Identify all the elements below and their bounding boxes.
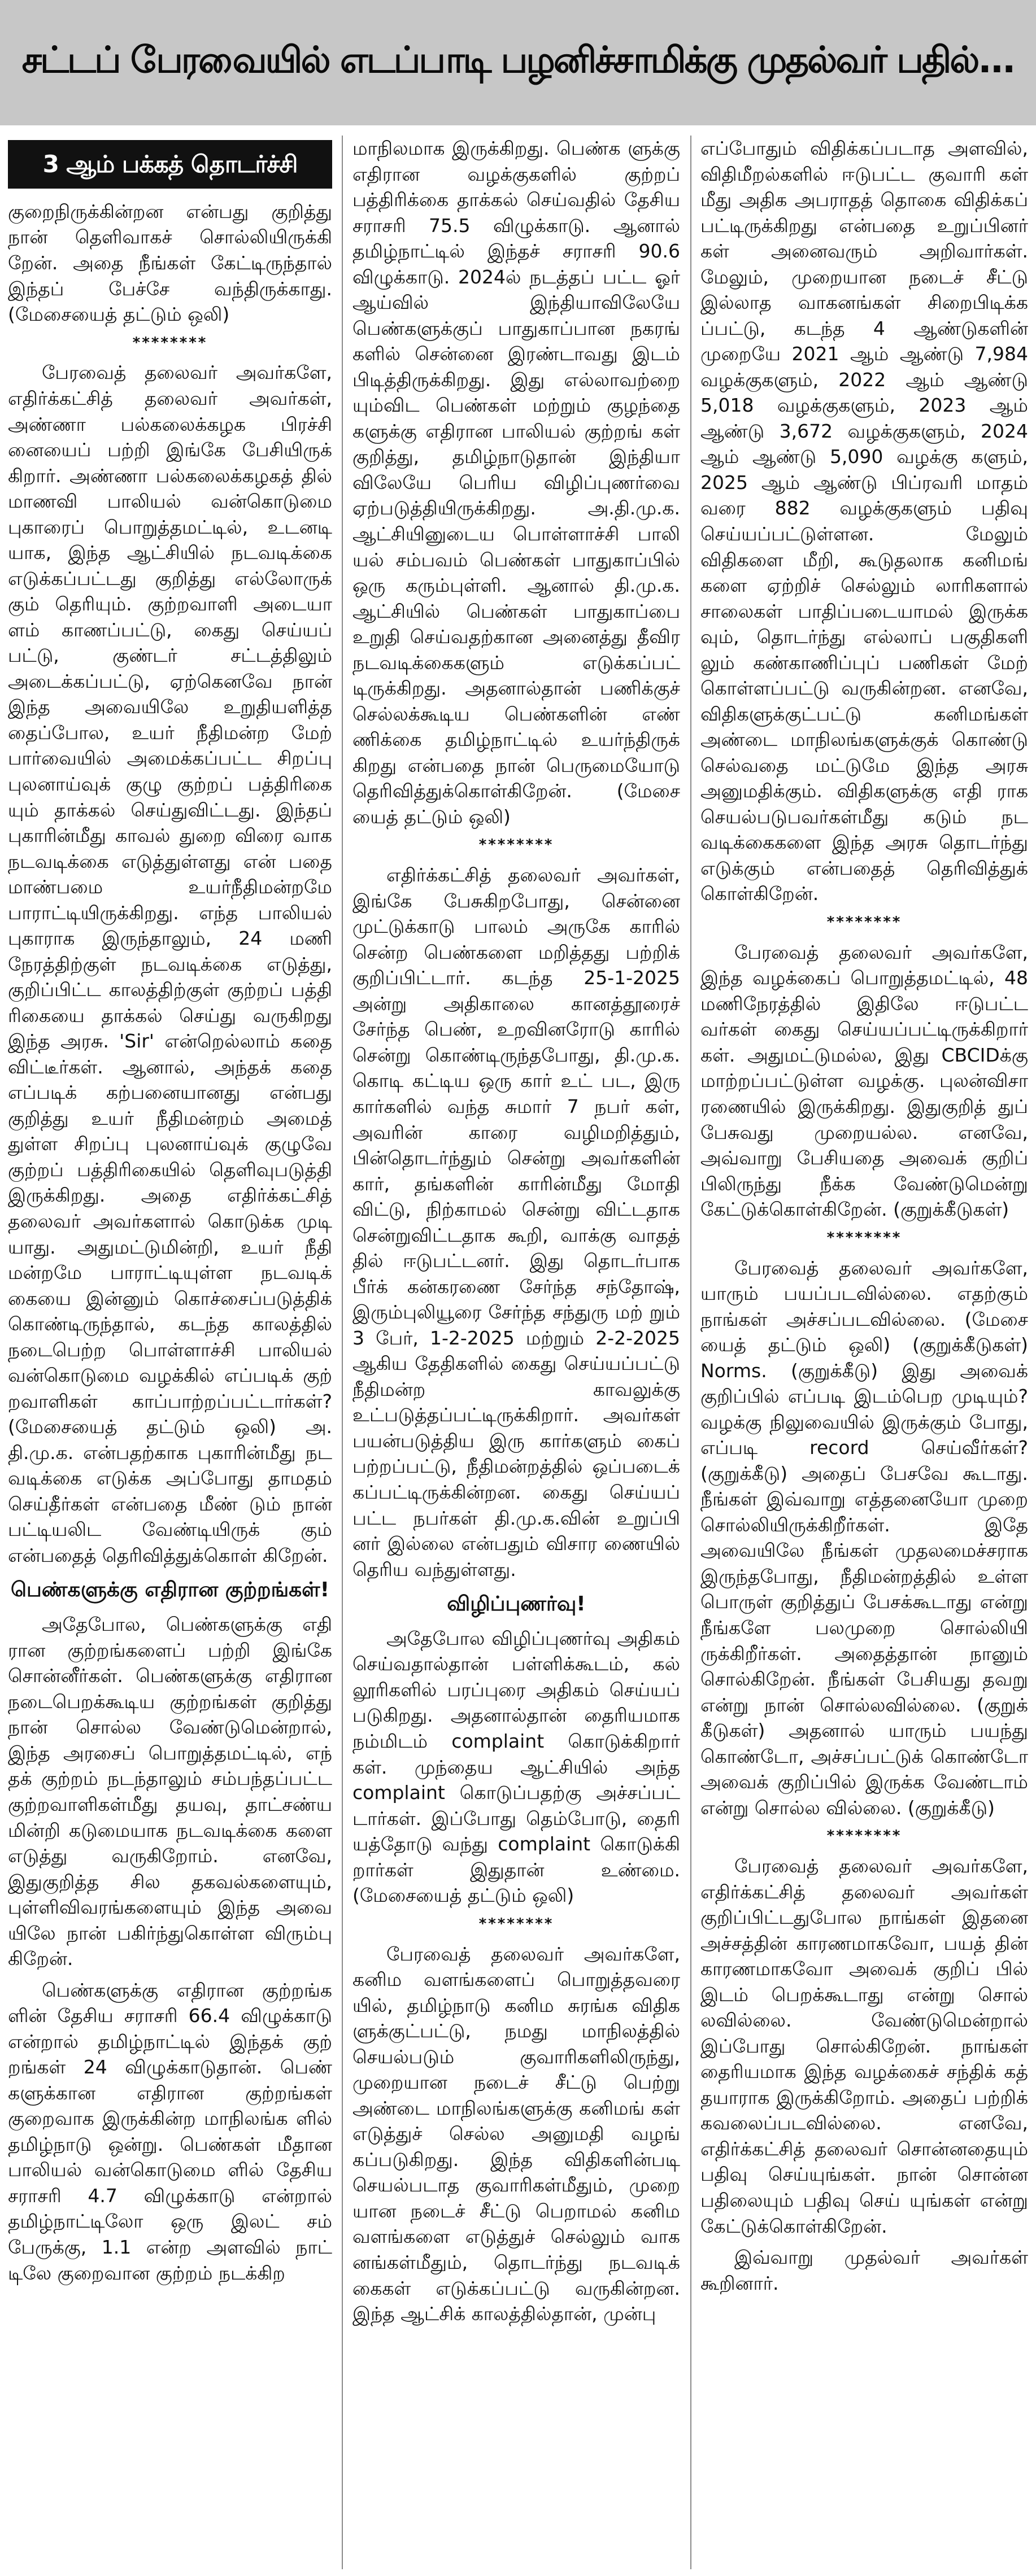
separator: ******** (826, 1229, 902, 1246)
paragraph: பேரவைத் தலைவர் அவர்களே, எதிர்க்கட்சித் தலைவர் அவர்கள் குறிப்பிட்டதுபோல நாங்கள் இதனை அச்சத்தின் காரணமாகவோ, பயத் தின் காரணமாகவோ அவைக் குறிப் பில் இடம் பெறக்கூடாது என்று சொல் லவில்லை. வேண்டுமென்றால் இப்போது சொல்கிறேன். நாங்கள் தைரியமாக இந்த வழக்கைச் சந்திக் கத் தயாராக இருக்கிறோம். அதைப் பற்றிக் கவலைப்படவில்லை. எனவே, எதிர்க்கட்சித் தலைவர் சொன்னதையும் பதிவு செய்யுங்கள். நான் சொன்ன பதிலையும் பதிவு செய் யுங்கள் என்று கேட்டுக்கொள்கிறேன். (700, 1855, 1028, 2237)
paragraph: பெண்களுக்கு எதிரான குற்றங்க ளின் தேசிய சராசரி 66.4 விழுக்காடு என்றால் தமிழ்நாட்டில் இந்தக் குற் றங்கள் 24 விழுக்காடுதான். பெண் களுக்கான எதிரான குற்றங்கள் குறைவாக இருக்கின்ற மாநிலங்க ளில் தமிழ்நாடு ஒன்று. பெண்கள் மீதான பாலியல் வன்கொடுமை ளில் தேசிய சராசரி 4.7 விழுக்காடு என்றால் தமிழ்நாட்டிலோ ஒரு இலட் சம் பேருக்கு, 1.1 என்ற அளவில் நாட் டிலே குறைவான குற்றம் நடக்கிற (8, 1979, 332, 2284)
paragraph: அதேபோல விழிப்புணர்வு அதிகம் செய்வதால்தான் பள்ளிக்கூடம், கல் லூரிகளில் பரப்புரை அதிகம் செய்யப் படுகிறது. அதனால்தான் தைரியமாக நம்மிடம் complaint கொடுக்கிறார் கள். முந்தைய ஆட்சியில் அந்த complaint கொடுப்பதற்கு அச்சப்பட் டார்கள். இப்போது தெம்போடு, தைரி யத்தோடு வந்து complaint கொடுக்கி றார்கள் இதுதான் உண்மை. (மேசையைத் தட்டும் ஒலி) (352, 1627, 680, 1907)
paragraph: பேரவைத் தலைவர் அவர்களே, யாரும் பயப்படவில்லை. எதற்கும் நாங்கள் அச்சப்படவில்லை. (மேசை யைத் தட்டும் ஒலி) (குறுக்கீடுகள்) Norms. (குறுக்கீடு) இது அவைக் குறிப்பில் எப்படி இடம்பெற முடியும்? வழக்கு நிலுவையில் இருக்கும் போது, எப்படி record செய்வீர்கள்? (குறுக்கீடு) அதைப் பேசவே கூடாது. நீங்கள் இவ்வாறு எத்தனையோ முறை சொல்லியிருக்கிறீர்கள். இதே அவையிலே நீங்கள் முதலமைச்சராக இருந்தபோது, நீதிமன்றத்தில் உள்ள பொருள் குறித்துப் பேசக்கூடாது என்று நீங்களே பலமுறை சொல்லியி ருக்கிறீர்கள். அதைத்தான் நானும் சொல்கிறேன். நீங்கள் பேசியது தவறு என்று நான் சொல்லவில்லை. (குறுக் கீடுகள்) அதனால் யாரும் பயந்து கொண்டோ, அச்சப்பட்டுக் கொண்டோ அவைக் குறிப்பில் இருக்க வேண்டாம் என்று சொல்ல வில்லை. (குறுக்கீடு) (700, 1256, 1028, 1819)
separator: ******** (132, 334, 208, 351)
headline-banner (0, 0, 1036, 125)
paragraph: அதேபோல, பெண்களுக்கு எதி ரான குற்றங்களைப் பற்றி இங்கே சொன்னீர்கள். பெண்களுக்கு எதிரான நடைபெறக்கூடிய குற்றங்கள் குறித்து நான் சொல்ல வேண்டுமென்றால், இந்த அரசைப் பொறுத்தமட்டில், எந் தக் குற்றம் நடந்தாலும் சம்பந்தப்பட்ட குற்றவாளிகள்மீது தயவு, தாட்சண்ய மின்றி கடுமையாக நடவடிக்கை களை எடுத்து வருகிறோம். எனவே, இதுகுறித்த சில தகவல்களையும், புள்ளிவிவரங்களையும் இந்த அவை யிலே நான் பகிர்ந்துகொள்ள விரும்பு கிறேன். (8, 1613, 332, 1970)
column-1 (8, 136, 332, 2569)
subheading: விழிப்புணர்வு! (447, 1592, 586, 1616)
separator: ******** (826, 1827, 902, 1845)
subheading: பெண்களுக்கு எதிரான குற்றங்கள்! (10, 1578, 330, 1602)
paragraph: இவ்வாறு முதல்வர் அவர்கள் கூறினார். (700, 2246, 1028, 2294)
continuation-label: 3 ஆம் பக்கத் தொடர்ச்சி (8, 140, 332, 189)
headline: சட்டப் பேரவையில் எடப்பாடி பழனிச்சாமிக்கு முதல்வர் பதில்... (21, 40, 1015, 81)
separator: ******** (478, 836, 554, 854)
separator: ******** (826, 913, 902, 931)
article-body (0, 136, 1036, 2569)
column-3 (700, 136, 1028, 2569)
paragraph: பேரவைத் தலைவர் அவர்களே, கனிம வளங்களைப் பொறுத்தவரை யில், தமிழ்நாடு கனிம சுரங்க விதிக ளுக்குட்பட்டு, நமது மாநிலத்தில் செயல்படும் குவாரிகளிலிருந்து, முறையான நடைச் சீட்டு பெற்று அண்டை மாநிலங்களுக்கு கனிமங் கள் எடுத்துச் செல்ல அனுமதி வழங் கப்படுகிறது. இந்த விதிகளின்படி செயல்படாத குவாரிகள்மீதும், முறை யான நடைச் சீட்டு பெறாமல் கனிம வளங்களை எடுத்துச் செல்லும் வாக னங்கள்மீதும், தொடர்ந்து நடவடிக் கைகள் எடுக்கப்பட்டு வருகின்றன. இந்த ஆட்சிக் காலத்தில்தான், முன்பு (352, 1942, 680, 2325)
paragraph: மாநிலமாக இருக்கிறது. பெண்க ளுக்கு எதிரான வழக்குகளில் குற்றப் பத்திரிக்கை தாக்கல் செய்வதில் தேசிய சராசரி 75.5 விழுக்காடு. ஆனால் தமிழ்நாட்டில் இந்தச் சராசரி 90.6 விழுக்காடு. 2024ல் நடத்தப் பட்ட ஓர் ஆய்வில் இந்தியாவிலேயே பெண்களுக்குப் பாதுகாப்பான நகரங் களில் சென்னை இரண்டாவது இடம் பிடித்திருக்கிறது. இது எல்லாவற்றை யும்விட பெண்கள் மற்றும் குழந்தை களுக்கு எதிரான பாலியல் குற்றங் கள் குறித்து, தமிழ்நாடுதான் இந்தியா விலேயே பெரிய விழிப்புணர்வை ஏற்படுத்தியிருக்கிறது. அ.தி.மு.க. ஆட்சியினுடைய பொள்ளாச்சி பாலி யல் சம்பவம் பெண்கள் பாதுகாப்பில் ஒரு கரும்புள்ளி. ஆனால் தி.மு.க. ஆட்சியில் பெண்கள் பாதுகாப்பை உறுதி செய்வதற்கான அனைத்து தீவிர நடவடிக்கைகளும் எடுக்கப்பட் டிருக்கிறது. அதனால்தான் பணிக்குச் செல்லக்கூடிய பெண்களின் எண் ணிக்கை தமிழ்நாட்டில் உயர்ந்திருக் கிறது என்பதை நான் பெருமையோடு தெரிவித்துக்கொள்கிறேன். (மேசை யைத் தட்டும் ஒலி) (352, 137, 680, 828)
paragraph: பேரவைத் தலைவர் அவர்களே, எதிர்க்கட்சித் தலைவர் அவர்கள், அண்ணா பல்கலைக்கழக பிரச்சி னையைப் பற்றி இங்கே பேசியிருக் கிறார். அண்ணா பல்கலைக்கழகத் தில் மாணவி பாலியல் வன்கொடுமை புகாரைப் பொறுத்தமட்டில், உடனடி யாக, இந்த ஆட்சியில் நடவடிக்கை எடுக்கப்பட்டது குறித்து எல்லோருக் கும் தெரியும். குற்றவாளி அடையா ளம் காணப்பட்டு, கைது செய்யப் பட்டு, குண்டர் சட்டத்திலும் அடைக்கப்பட்டு, ஏற்கெனவே நான் இந்த அவையிலே உறுதியளித்த தைப்போல, உயர் நீதிமன்ற மேற் பார்வையில் அமைக்கப்பட்ட சிறப்பு புலனாய்வுக் குழு குற்றப் பத்திரிகை யும் தாக்கல் செய்துவிட்டது. இந்தப் புகாரின்மீது காவல் துறை விரை வாக நடவடிக்கை எடுத்துள்ளது என் பதை மாண்பமை உயர்நீதிமன்றமே பாராட்டியிருக்கிறது. எந்த பாலியல் புகாராக இருந்தாலும், 24 மணி நேரத்திற்குள் நடவடிக்கை எடுத்து, குறிப்பிட்ட காலத்திற்குள் குற்றப் பத்தி ரிகையை தாக்கல் செய்து வருகிறது இந்த அரசு. 'Sir' என்றெல்லாம் கதை விட்டீர்கள். ஆனால், அந்தக் கதை எப்படிக் கற்பனையானது என்பது குறித்து உயர் நீதிமன்றம் அமைத் துள்ள சிறப்பு புலனாய்வுக் குழுவே குற்றப் பத்திரிகையில் தெளிவுபடுத்தி இருக்கிறது. அதை எதிர்க்கட்சித் தலைவர் அவர்களால் கொடுக்க முடி யாது. அதுமட்டுமின்றி, உயர் நீதி மன்றமே பாராட்டியுள்ள நடவடிக் கையை இன்னும் கொச்சைப்படுத்திக் கொண்டிருந்தால், கடந்த காலத்தில் நடைபெற்ற பொள்ளாச்சி பாலியல் வன்கொடுமை வழக்கில் எப்படிக் குற் றவாளிகள் காப்பாற்றப்பட்டார்கள்? (மேசையைத் தட்டும் ஒலி) அ. தி.மு.க. என்பதற்காக புகாரின்மீது நட வடிக்கை எடுக்க அப்போது தாமதம் செய்தீர்கள் என்பதை மீண் டும் நான் பட்டியலிட வேண்டியிருக் கும் என்பதைத் தெரிவித்துக்கொள் கிறேன். (8, 361, 332, 1566)
separator: ******** (478, 1915, 554, 1932)
paragraph: எதிர்க்கட்சித் தலைவர் அவர்கள், இங்கே பேசுகிறபோது, சென்னை முட்டுக்காடு பாலம் அருகே காரில் சென்ற பெண்களை மறித்தது பற்றிக் குறிப்பிட்டார். கடந்த 25-1-2025 அன்று அதிகாலை கானத்தூரைச் சேர்ந்த பெண், உறவினரோடு காரில் சென்று கொண்டிருந்தபோது, தி.மு.க. கொடி கட்டிய ஒரு கார் உட் பட, இரு கார்களில் வந்த சுமார் 7 நபர் கள், அவரின் காரை வழிமறித்தும், பின்தொடர்ந்தும் சென்று அவர்களின் கார், தங்களின் காரின்மீது மோதி விட்டு, நிற்காமல் சென்று விட்டதாக சென்றுவிட்டதாக கூறி, வாக்கு வாதத் தில் ஈடுபட்டனர். இது தொடர்பாக பீர்க் கன்கரணை சேர்ந்த சந்தோஷ், இரும்புலியூரை சேர்ந்த சந்துரு மற் றும் 3 பேர், 1-2-2025 மற்றும் 2-2-2025 ஆகிய தேதிகளில் கைது செய்யப்பட்டு நீதிமன்ற காவலுக்கு உட்படுத்தப்பட்டிருக்கிறார். அவர்கள் பயன்படுத்திய இரு கார்களும் கைப் பற்றப்பட்டு, நீதிமன்றத்தில் ஒப்படைக் கப்பட்டிருக்கின்றன. கைது செய்யப் பட்ட நபர்கள் தி.மு.க.வின் உறுப்பி னர் இல்லை என்பதும் விசார ணையில் தெரிய வந்துள்ளது. (352, 864, 680, 1580)
column-2 (352, 136, 680, 2569)
paragraph: குறைநிருக்கின்றன என்பது குறித்து நான் தெளிவாகச் சொல்லியிருக்கி றேன். அதை நீங்கள் கேட்டிருந்தால் இந்தப் பேச்சே வந்திருக்காது. (மேசையைத் தட்டும் ஒலி) (8, 200, 332, 326)
paragraph: பேரவைத் தலைவர் அவர்களே, இந்த வழக்கைப் பொறுத்தமட்டில், 48 மணிநேரத்தில் இதிலே ஈடுபட்ட வர்கள் கைது செய்யப்பட்டிருக்கிறார் கள். அதுமட்டுமல்ல, இது CBCIDக்கு மாற்றப்பட்டுள்ள வழக்கு. புலன்விசா ரணையில் இருக்கிறது. இதுகுறித் துப் பேசுவது முறையல்ல. எனவே, அவ்வாறு பேசியதை அவைக் குறிப் பிலிருந்து நீக்க வேண்டுமென்று கேட்டுக்கொள்கிறேன். (குறுக்கீடுகள்) (700, 941, 1028, 1221)
paragraph: எப்போதும் விதிக்கப்படாத அளவில், விதிமீறல்களில் ஈடுபட்ட குவாரி கள் மீது அதிக அபராதத் தொகை விதிக்கப் பட்டிருக்கிறது என்பதை உறுப்பினர் கள் அனைவரும் அறிவார்கள். மேலும், முறையான நடைச் சீட்டு இல்லாத வாகனங்கள் சிறைபிடிக்க ப்பட்டு, கடந்த 4 ஆண்டுகளின் முறையே 2021 ஆம் ஆண்டு 7,984 வழக்குகளும், 2022 ஆம் ஆண்டு 5,018 வழக்குகளும், 2023 ஆம் ஆண்டு 3,672 வழக்குகளும், 2024 ஆம் ஆண்டு 5,090 வழக்கு களும், 2025 ஆம் ஆண்டு பிப்ரவரி மாதம் வரை 882 வழக்குகளும் பதிவு செய்யப்பட்டுள்ளன. மேலும் விதிகளை மீறி, கூடுதலாக கனிமங் களை ஏற்றிச் செல்லும் லாரிகளால் சாலைகள் பாதிப்படையாமல் இருக்க வும், தொடர்ந்து எல்லாப் பகுதிகளி லும் கண்காணிப்புப் பணிகள் மேற் கொள்ளப்பட்டு வருகின்றன. எனவே, விதிகளுக்குட்பட்டு கனிமங்கள் அண்டை மாநிலங்களுக்குக் கொண்டு செல்வதை மட்டுமே இந்த அரசு அனுமதிக்கும். விதிகளுக்கு எதி ராக செயல்படுபவர்கள்மீது கடும் நட வடிக்கைகளை இந்த அரசு தொடர்ந்து எடுக்கும் என்பதைத் தெரிவித்துக் கொள்கிறேன். (700, 137, 1028, 905)
